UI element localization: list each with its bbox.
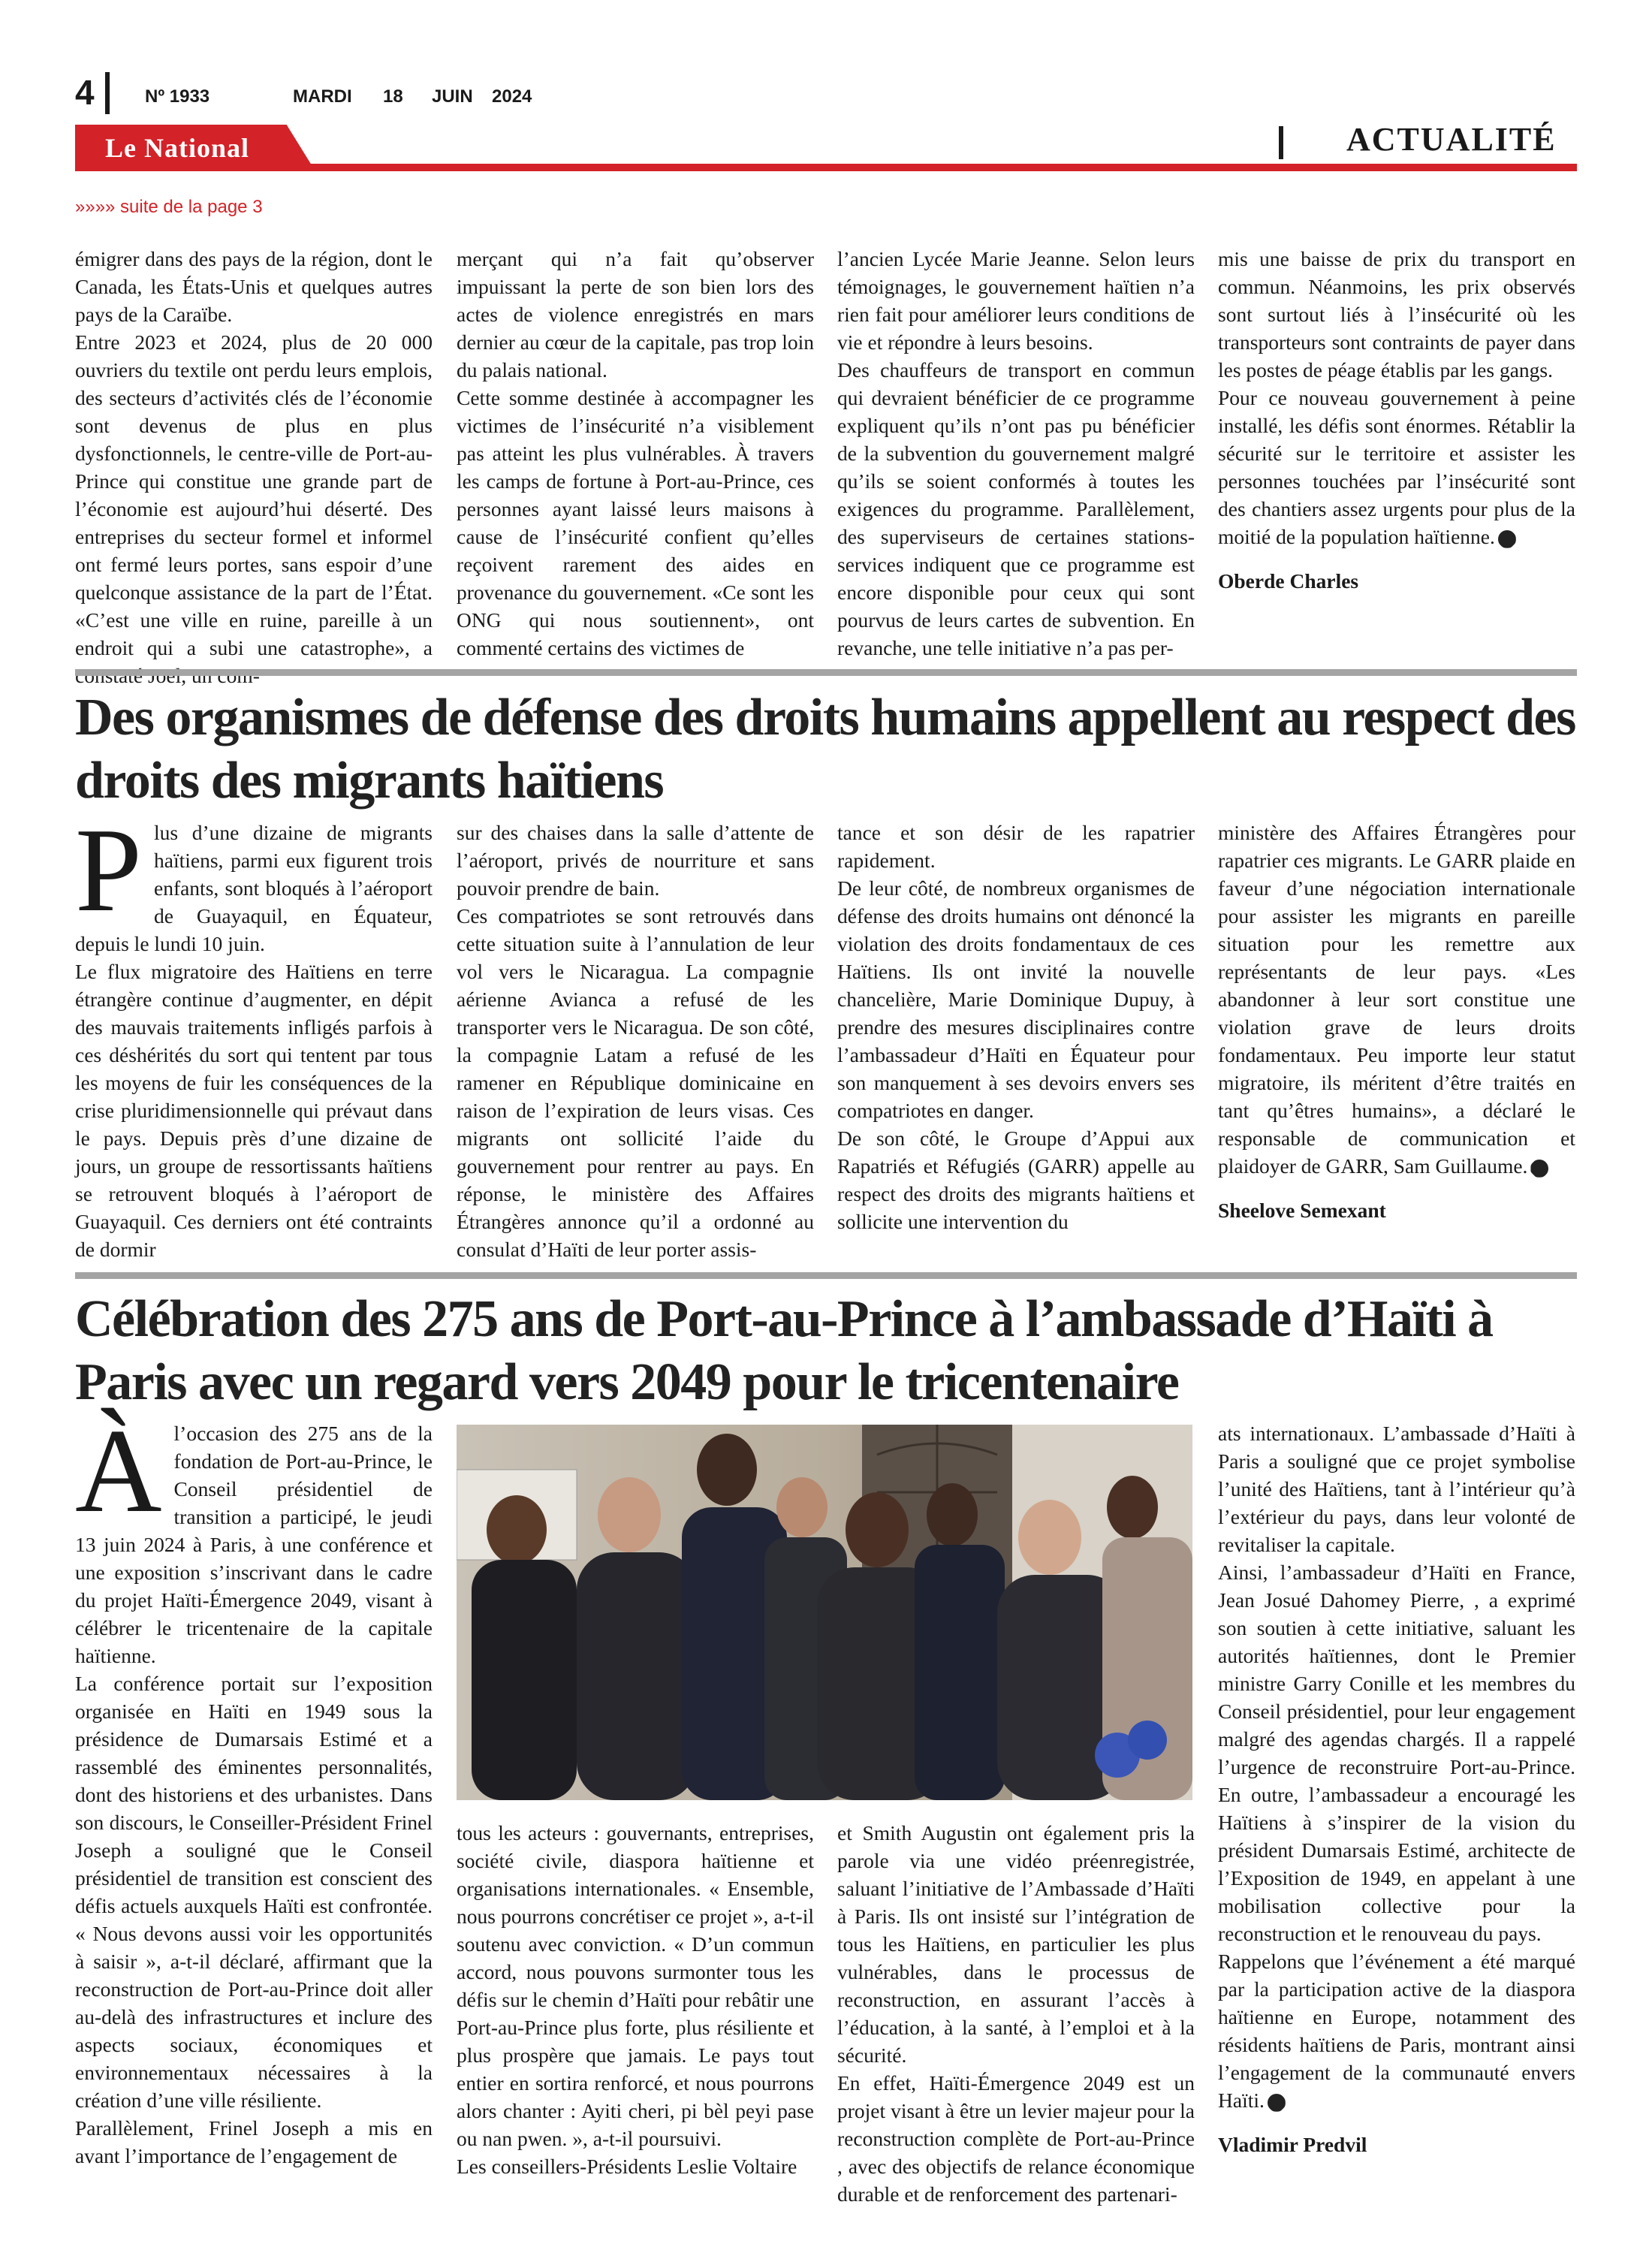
- article2-author: Sheelove Semexant: [1218, 1199, 1386, 1222]
- article3-column-3: [837, 1819, 1195, 2208]
- continued-from-link[interactable]: »»»» suite de la page 3: [75, 197, 263, 217]
- article2-column-4: [1218, 819, 1575, 1224]
- article2-dropcap: P: [75, 803, 142, 936]
- date-weekday: MARDI: [293, 86, 352, 107]
- article2-column-1: [75, 803, 433, 1263]
- article1-col3-text: l’ancien Lycée Marie Jeanne. Selon leurs témoignages, le gouvernement haïtien n’a rien fait pour améliorer leurs conditions de vie et répondre à leurs besoins. Des chauffeurs de transport en commun qui devraient bénéficier de ce programme expliquent qu’ils n’ont pas pu bénéficier de la subvention du gouvernement malgré qu’ils se soient conformés à toutes les exigences du programme. Parallèlement, des superviseurs de certaines stations-services indiquent que ce programme est encore disponible pour ceux qui sont pourvus de leurs cartes de subvention. En revanche, une telle initiative n’a pas per-: [837, 247, 1195, 659]
- article3-column-2: [457, 1819, 814, 2180]
- page-number-divider: [105, 72, 110, 114]
- article3-dropcap: À: [75, 1404, 162, 1537]
- end-mark-icon: [1530, 1160, 1548, 1178]
- article-separator: [75, 669, 1577, 676]
- article1-column-3: [837, 245, 1195, 662]
- article2-col1-text: lus d’une dizaine de migrants haïtiens, parmi eux figurent trois enfants, sont bloqués à l’aéroport de Guayaquil, en Équateur, depuis le lundi 10 juin. Le flux migratoire des Haïtiens en terre étrangère continue d’augmenter, en dépit des mauvais traitements infligés parfois à ces déshérités du sort qui tentent par tous les moyens de fuir les conséquences de la crise pluridimensionnelle qui prévaut dans le pays. Depuis près d’une dizaine de jours, un groupe de ressortissants haïtiens se retrouvent bloqués à l’aéroport de Guayaquil. Ces derniers ont été contraints de dormir: [75, 821, 433, 1261]
- date-day: 18: [383, 86, 403, 107]
- article2-column-3: [837, 819, 1195, 1235]
- date-year: 2024: [492, 86, 532, 107]
- section-title: ACTUALITÉ: [1346, 121, 1557, 158]
- article1-column-2: [457, 245, 814, 662]
- page-number: 4: [75, 73, 95, 112]
- article1-col4-para: [1218, 245, 1575, 550]
- article2-col3-text: tance et son désir de les rapatrier rapidement. De leur côté, de nombreux organismes de défense des droits humains ont dénoncé la violation des droits fondamentaux de ces Haïtiens. Ils ont invité la nouvelle chancelière, Marie Dominique Dupuy, à prendre des mesures disciplinaires contre l’ambassadeur d’Haïti en Équateur pour son manquement à ses devoirs envers ses compatriotes en danger. De son côté, le Groupe d’Appui aux Rapatriés et Réfugiés (GARR) appelle au respect des droits des migrants haïtiens et sollicite une intervention du: [837, 821, 1195, 1233]
- article1-col1-text: émigrer dans des pays de la région, dont le Canada, les États-Unis et quelques autres pays de la Caraïbe. Entre 2023 et 2024, plus de 20 000 ouvriers du textile ont perdu leurs emplois, des secteurs d’activités clés de l’économie sont devenus de plus en plus dysfonctionnels, le centre-ville de Port-au-Prince qui constitue une grande part de l’économie est aujourd’hui déserté. Des entreprises du secteur formel et informel ont fermé leurs portes, sans espoir d’une quelconque assistance de la part de l’État. «C’est une ville en ruine, pareille à un endroit qui a subi une catastrophe», a: [75, 247, 433, 659]
- article3-col2-text: tous les acteurs : gouvernants, entreprises, société civile, diaspora haïtienne et organisations internationales. « Ensemble, nous pourrons concrétiser ce projet », a-t-il soutenu avec conviction. « D’un commun accord, nous pouvons surmonter tous les défis sur le chemin d’Haïti pour rebâtir une Port-au-Prince plus forte, plus résiliente et plus prospère que jamais. Le pays tout entier en sortira renforcé, et nous pourrons alors chanter : Ayiti cheri, pi bèl peyi pase ou nan pwen. », a-t-il poursuivi. Les conseillers-Présidents Leslie Voltaire: [457, 1821, 814, 2178]
- article3-author: Vladimir Predvil: [1218, 2133, 1367, 2156]
- date-month: JUIN: [432, 86, 473, 107]
- article3-col4-text: ats internationaux. L’ambassade d’Haïti à Paris a souligné que ce projet symbolise l’unité des Haïtiens, tant à l’intérieur qu’à l’extérieur du pays, dans leur volonté de revitaliser la capitale. Ainsi, l’ambassadeur d’Haïti en France, Jean Josué Dahomey Pierre, , a exprimé son soutien à cette initiative, saluant les autorités haïtiennes, dont le Premier ministre Garry Conille et les membres du Conseil présidentiel, pour leur engagement malgré des agendas chargés. Il a rappelé l’urgence de reconstruire Port-au-Prince. En outre, l’ambassadeur a encouragé les Haïtiens à s’inspirer de la vision du président Dumarsais Estimé, architecte de l’Exposition de 1949, en appelant à une mobilisation collective pour la reconstruction et le renouveau du pays. Rappelons que l’événement a été marqué par la participation active de la diaspora haïtienne en Europe, notamment des résidents haïtiens de Paris, montrant ainsi l’engagement de la communauté envers Haïti.: [1218, 1422, 1575, 2112]
- article3-col1-text: l’occasion des 275 ans de la fondation de Port-au-Prince, le Conseil présidentiel de transition a participé, le jeudi 13 juin 2024 à Paris, à une conférence et une exposition s’inscrivant dans le cadre du projet Haïti-Émergence 2049, visant à célébrer le tricentenaire de la capitale haïtienne. La conférence portait sur l’exposition organisée en Haïti en 1949 sous la présidence de Dumarsais Estimé et a rassemblé des éminentes personnalités, dont des historiens et des urbanistes. Dans son discours, le Conseiller-Président Frinel Joseph a souligné que le Conseil présidentiel de transition est conscient des défis actuels auxquels Haïti est confrontée. « Nous devons aussi voir les opportunités à saisir », a-t-il déclaré, affirmant que la reconstruction de Port-au-Prince doit aller au-delà des infrastructures et inclure des aspects sociaux, économiques et environnementaux nécessaires à la création d’une ville résiliente. Parallèlement, Frinel Joseph a mis en avant l’importance de l’engagement de: [75, 1422, 433, 2167]
- issue-number: Nº 1933: [145, 86, 210, 107]
- article1-author: Oberde Charles: [1218, 569, 1359, 593]
- article3-col3-text: et Smith Augustin ont également pris la parole via une vidéo préenregistrée, saluant l’initiative de l’Ambassade d’Haïti à Paris. Ils ont insisté sur l’intégration de tous les Haïtiens, en particulier les plus vulnérables, dans le processus de reconstruction, en assurant l’accès à l’éducation, à la santé, à l’emploi et à la sécurité. En effet, Haïti-Émergence 2049 est un projet visant à être un levier majeur pour la reconstruction complète de Port-au-Prince , avec des objectifs de relance économique durable et de renforcement des partenari-: [837, 1821, 1195, 2206]
- end-mark-icon: [1268, 2094, 1286, 2112]
- section-divider: [1279, 126, 1283, 159]
- article2-headline: Des organismes de défense des droits humains appellent au respect des droits des migrants haïtiens: [75, 689, 1575, 810]
- article2-col2-text: sur des chaises dans la salle d’attente de l’aéroport, privés de nourriture et sans pouvoir prendre de bain. Ces compatriotes se sont retrouvés dans cette situation suite à l’annulation de leur vol vers le Nicaragua. La compagnie aérienne Avianca a refusé de les transporter vers le Nicaragua. De son côté, la compagnie Latam a refusé de les ramener en République dominicaine en raison de l’expiration de leurs visas. Ces migrants ont sollicité l’aide du gouvernement pour rentrer au pays. En réponse, le ministère des Affaires Étrangères annonce qu’il a ordonné au consulat d’Haïti de leur porter assis-: [457, 821, 814, 1261]
- article3-headline: Célébration des 275 ans de Port-au-Prince à l’ambassade d’Haïti à Paris avec un regard vers 2049 pour le tricentenaire: [75, 1290, 1493, 1411]
- article-separator: [75, 1272, 1577, 1279]
- article1-column-4: [1218, 245, 1575, 595]
- article1-col2-text: merçant qui n’a fait qu’observer impuissant la perte de son bien lors des actes de violence enregistrés en mars dernier au cœur de la capitale, pas trop loin du palais national. Cette somme destinée à accompagner les victimes de l’insécurité n’a visiblement pas atteint les plus vulnérables. À travers les camps de fortune à Port-au-Prince, ces personnes ayant laissé leurs maisons à cause de l’insécurité confient qu’elles reçoivent rarement des aides en provenance du gouvernement. «Ce sont les ONG qui nous soutiennent», ont commenté certains des victimes de: [457, 247, 814, 659]
- article3-column-1: [75, 1404, 433, 2170]
- article2-col4-text: ministère des Affaires Étrangères pour rapatrier ces migrants. Le GARR plaide en faveur d’une négociation internationale pour assister les migrants en pareille situation pour les remettre aux représentants de leur pays. «Les abandonner à leur sort constitue une violation grave de leurs droits fondamentaux. Peu importe leur statut migratoire, ils méritent d’être traités en tant qu’êtres humains», a déclaré le responsable de communication et plaidoyer de GARR, Sam Guillaume.: [1218, 821, 1575, 1178]
- header-red-rule: [75, 164, 1577, 171]
- article3-column-4: [1218, 1419, 1575, 2158]
- newspaper-brand: Le National: [105, 133, 250, 163]
- article1-col4-text: mis une baisse de prix du transport en commun. Néanmoins, les prix observés sont surtout liés à l’insécurité où les transporteurs sont contraints de payer dans les postes de péage établis par les gangs. Pour ce nouveau gouvernement à peine installé, les défis sont énormes. Rétablir la sécurité sur le territoire et assister les personnes touchées par l’insécurité sont des chantiers assez urgents pour plus de la moitié de la population haïtienne.: [1218, 247, 1575, 548]
- end-mark-icon: [1498, 530, 1516, 548]
- event-photo: [457, 1425, 1192, 1800]
- article1-column-1: [75, 245, 433, 689]
- article2-column-2: [457, 819, 814, 1263]
